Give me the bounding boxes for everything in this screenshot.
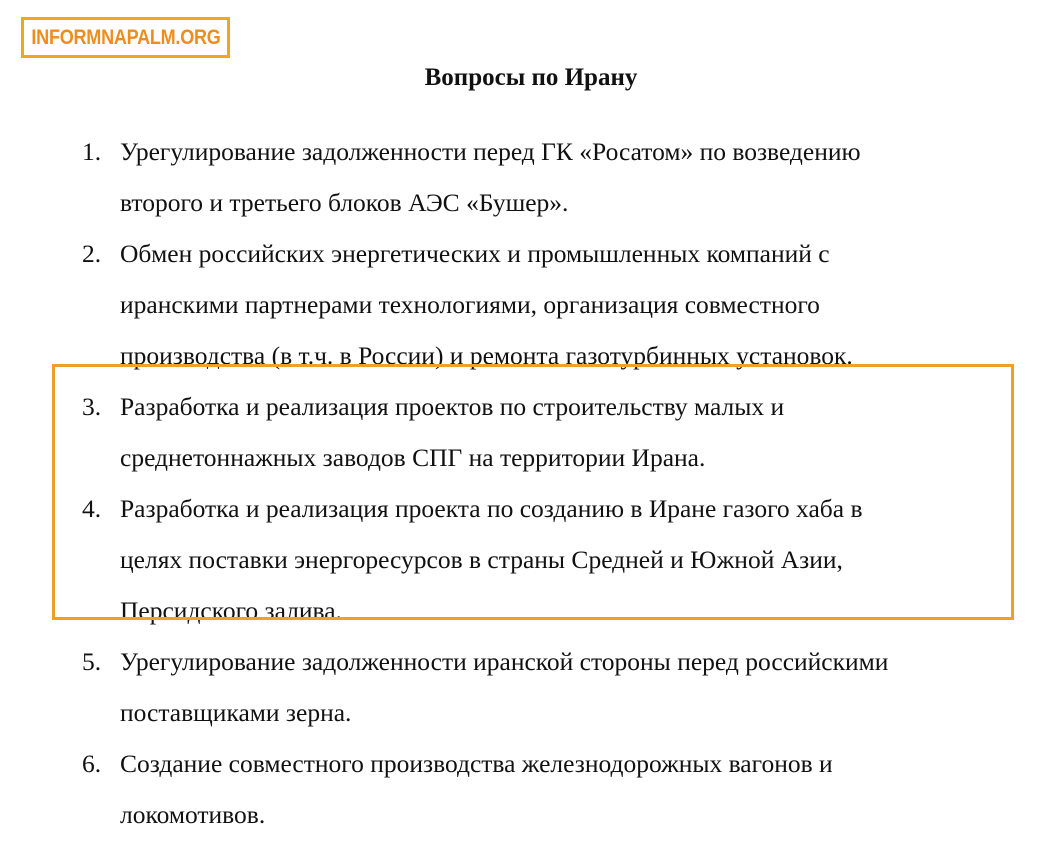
list-item-line: Создание совместного производства железнодорожных вагонов и xyxy=(120,749,833,778)
list-item-5 xyxy=(0,636,1040,738)
list-item-number: 6. xyxy=(82,749,102,778)
list-item-line: целях поставки энергоресурсов в страны Средней и Южной Азии, xyxy=(120,545,843,574)
watermark-text: INFORMNAPALM.ORG xyxy=(30,25,221,49)
list-item-line: производства (в т.ч. в России) и ремонта газотурбинных установок. xyxy=(120,341,853,370)
list-item-6 xyxy=(0,738,1040,840)
list-item-2 xyxy=(0,228,1040,381)
list-item-line: второго и третьего блоков АЭС «Бушер». xyxy=(120,188,569,217)
list-item-line: Разработка и реализация проектов по строительству малых и xyxy=(120,392,785,421)
list-item-number: 4. xyxy=(82,494,102,523)
list-item-line: Персидского залива. xyxy=(120,596,342,625)
list-item-number: 1. xyxy=(82,137,102,166)
list-item-number: 5. xyxy=(82,647,102,676)
numbered-list xyxy=(0,126,1040,840)
list-item-1 xyxy=(0,126,1040,228)
document-title: Вопросы по Ирану xyxy=(424,64,638,91)
list-item-line: локомотивов. xyxy=(120,800,266,829)
list-item-line: Урегулирование задолженности перед ГК «Росатом» по возведению xyxy=(120,137,861,166)
informnapalm-watermark-logo xyxy=(21,17,230,58)
list-item-line: Урегулирование задолженности иранской стороны перед российскими xyxy=(120,647,889,676)
list-item-line: Разработка и реализация проекта по созданию в Иране газого хаба в xyxy=(120,494,863,523)
list-item-3 xyxy=(0,381,1040,483)
list-item-line: Обмен российских энергетических и промышленных компаний с xyxy=(120,239,830,268)
list-item-number: 3. xyxy=(82,392,102,421)
list-item-line: среднетоннажных заводов СПГ на территории Ирана. xyxy=(120,443,706,472)
list-item-line: поставщиками зерна. xyxy=(120,698,352,727)
list-item-4 xyxy=(0,483,1040,636)
list-item-number: 2. xyxy=(82,239,102,268)
list-item-line: иранскими партнерами технологиями, организация совместного xyxy=(120,290,820,319)
